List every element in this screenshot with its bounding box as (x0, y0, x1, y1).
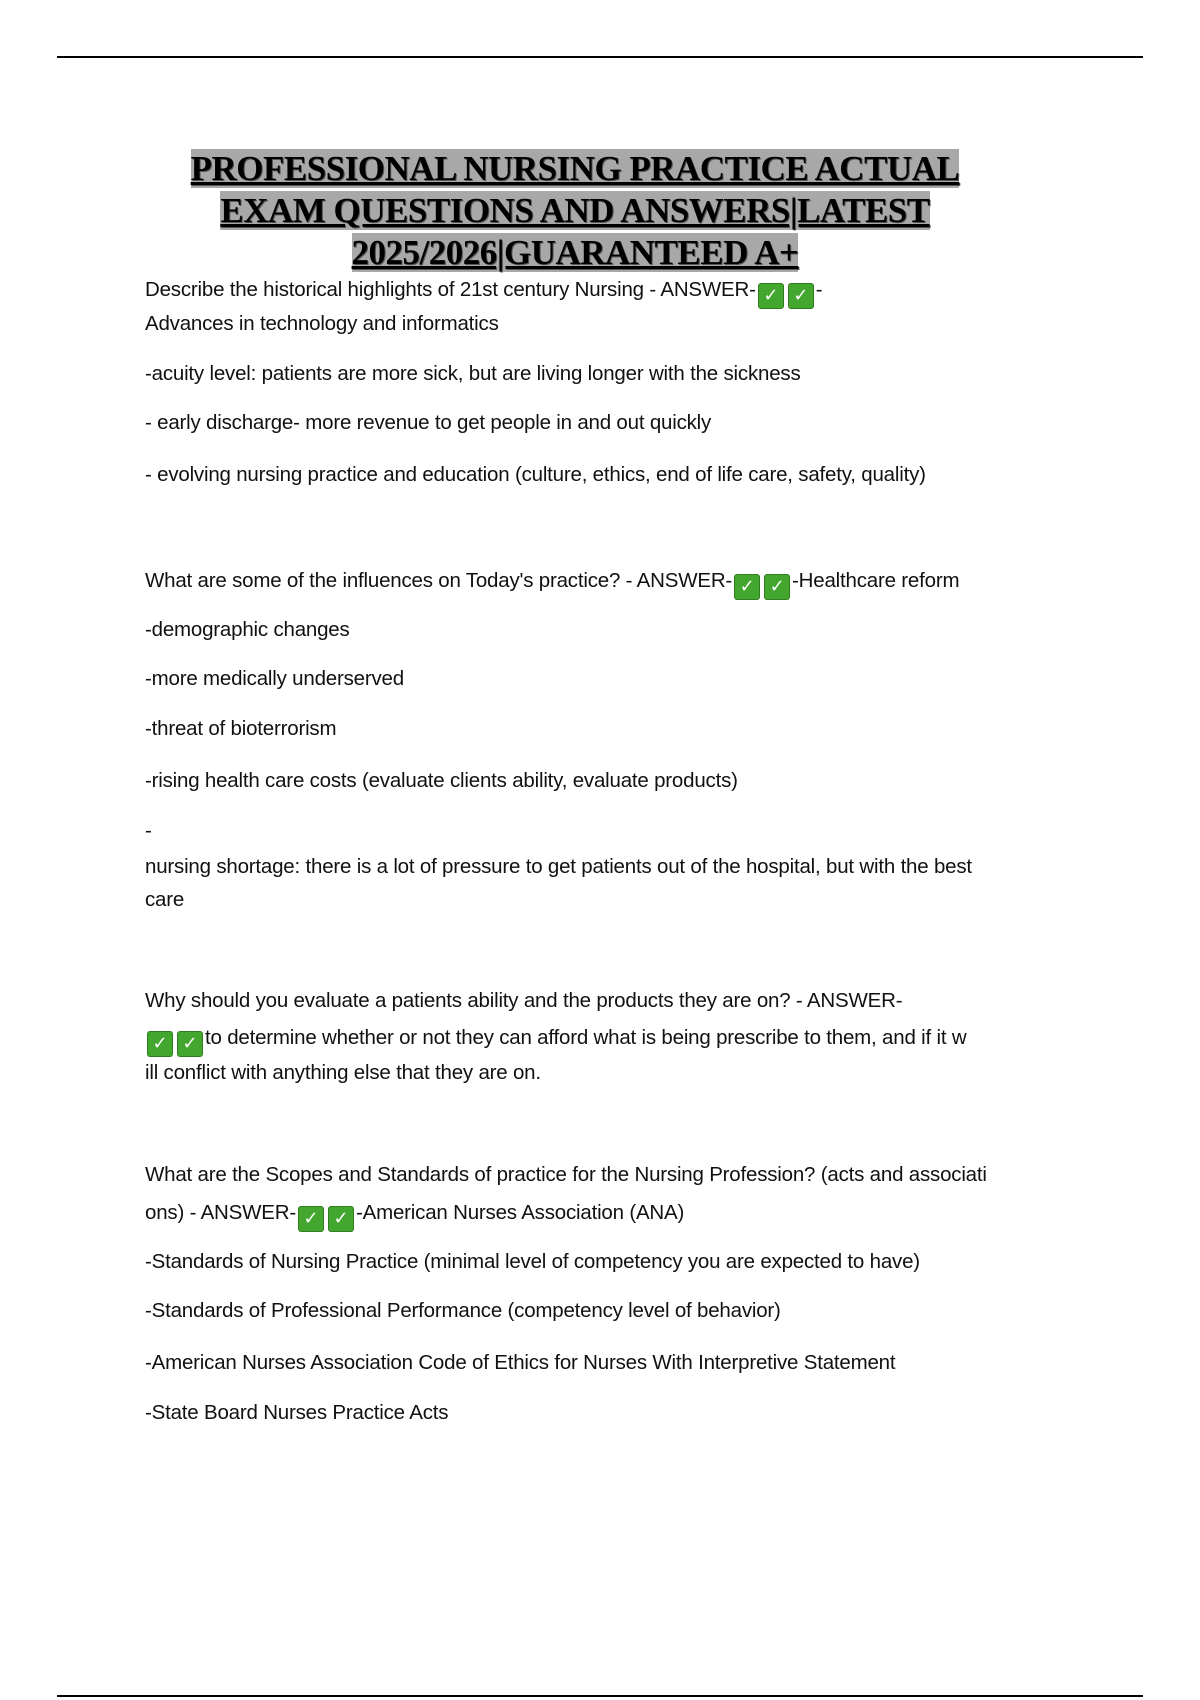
q4-answer-line: -Standards of Professional Performance (competency level of behavior) (145, 1299, 781, 1322)
q3-question: Why should you evaluate a patients ability and the products they are on? - ANSWER- (145, 989, 903, 1012)
q3-answer (145, 1025, 966, 1057)
q4-question-cont-text: ons) - ANSWER- (145, 1201, 296, 1224)
header-rule (57, 56, 1143, 58)
title-line-3: 2025/2026|GUARANTEED A+ (351, 233, 799, 272)
q2-answer-line: nursing shortage: there is a lot of pressure to get patients out of the hospital, but with the best (145, 855, 972, 878)
q1-answer-suffix: - (815, 278, 823, 301)
check-icon: ✓ (788, 283, 814, 309)
q1-answer-line: - early discharge- more revenue to get people in and out quickly (145, 411, 712, 434)
check-icon: ✓ (328, 1206, 354, 1232)
q4-answer-line: -American Nurses Association Code of Ethics for Nurses With Interpretive Statement (145, 1351, 896, 1374)
q4-answer-suffix: -American Nurses Association (ANA) (355, 1201, 685, 1224)
q4-answer-line: -Standards of Nursing Practice (minimal level of competency you are expected to have) (145, 1250, 920, 1273)
q4-answer-line: -State Board Nurses Practice Acts (145, 1401, 449, 1424)
check-icon: ✓ (177, 1031, 203, 1057)
q3-answer-text: to determine whether or not they can afford what is being prescribe to them, and if it w (205, 1026, 967, 1049)
check-icon: ✓ (764, 574, 790, 600)
q1-question (145, 277, 822, 309)
q3-answer-line: ill conflict with anything else that they are on. (145, 1061, 541, 1084)
q4-question: What are the Scopes and Standards of practice for the Nursing Profession? (acts and associati (145, 1163, 987, 1186)
q2-question (145, 568, 959, 600)
title-line-1: PROFESSIONAL NURSING PRACTICE ACTUAL (190, 149, 960, 188)
q2-answer-line: -more medically underserved (145, 667, 404, 690)
q4-question-cont (145, 1200, 684, 1232)
q1-answer-line: - evolving nursing practice and education (culture, ethics, end of life care, safety, quality) (145, 463, 926, 486)
q2-answer-line: -demographic changes (145, 618, 350, 641)
q1-answer-line: Advances in technology and informatics (145, 312, 499, 335)
title-line-2: EXAM QUESTIONS AND ANSWERS|LATEST (220, 191, 930, 230)
check-icon: ✓ (147, 1031, 173, 1057)
q2-answer-line: -threat of bioterrorism (145, 717, 337, 740)
check-icon: ✓ (734, 574, 760, 600)
q2-answer-line: -rising health care costs (evaluate clients ability, evaluate products) (145, 769, 738, 792)
check-icon: ✓ (758, 283, 784, 309)
check-icon: ✓ (298, 1206, 324, 1232)
q2-answer-line: care (145, 888, 185, 911)
q2-answer-line: - (145, 819, 152, 842)
footer-rule (57, 1695, 1143, 1697)
document-title (120, 148, 1030, 274)
q2-answer-suffix: -Healthcare reform (792, 569, 960, 592)
q2-question-text: What are some of the influences on Today's practice? - ANSWER- (145, 569, 733, 592)
q1-answer-line: -acuity level: patients are more sick, but are living longer with the sickness (145, 362, 801, 385)
q1-question-text: Describe the historical highlights of 21st century Nursing - ANSWER- (145, 278, 756, 301)
